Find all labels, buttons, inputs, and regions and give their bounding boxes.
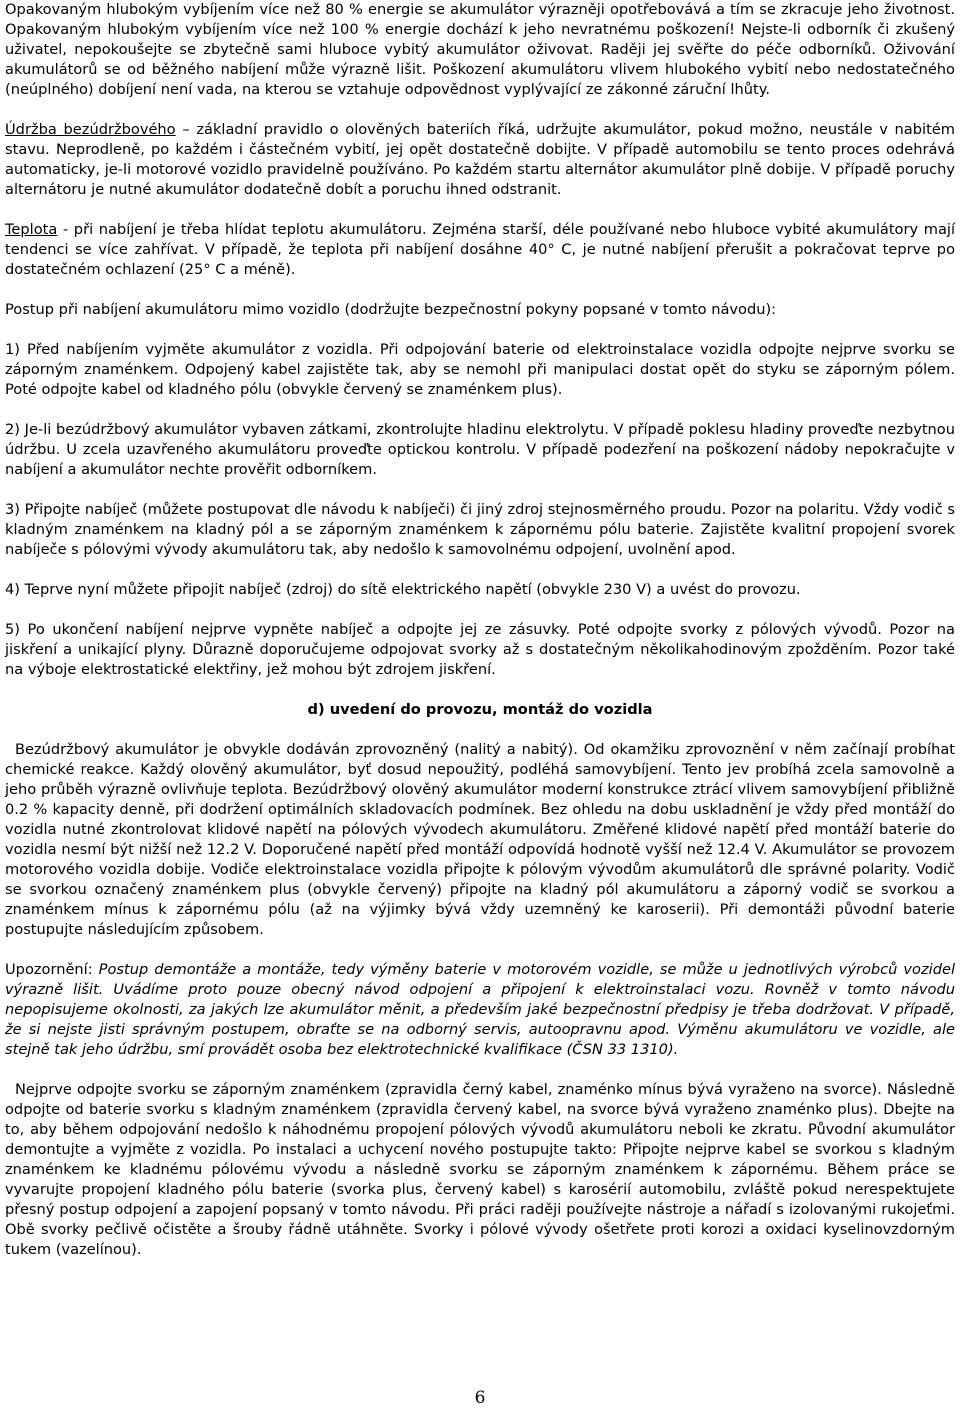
warning-text: Postup demontáže a montáže, tedy výměny baterie v motorovém vozidle, se může u jednotlivých výrobců vozidel výrazně lišit. Uvádíme proto pouze obecný návod odpojení a připojení k elektroinstalaci vozu. Rovněž v tomto návodu nepopisujeme okolnosti, za jakých lze akumulátor měnit, a především jaké bezpečnostní předpisy je třeba dodržovat. V případě, že si nejste jisti správným postupem, obraťte se na odborný servis, autoopravnu apod. Výměnu akumulátoru ve vozidle, ale stejně tak jeho údržbu, smí provádět osoba bez elektrotechnické kvalifikace (ČSN 33 1310). [5, 961, 956, 1058]
step-5: 5) Po ukončení nabíjení nejprve vypněte nabíječ a odpojte jej ze zásuvky. Poté odpojte svorky z pólových vývodů. Pozor na jiskření a unikající plyny. Důrazně doporučujeme odpojovat svorky až s dostatečným několikahodinovým zpožděním. Pozor také na výboje elektrostatické elektřiny, jež mohou být zdrojem jiskření. [5, 621, 955, 678]
paragraph-deep-discharge: Opakovaným hlubokým vybíjením více než 80 % energie se akumulátor výrazněji opotřebovává a tím se zkracuje jeho životnost. Opakovaným hlubokým vybíjením více než 100 % energie dochází k jeho nevratnému poškození! Nejste-li odborník či zkušený uživatel, nepokoušejte se zbytečně sami hluboce vybitý akumulátor oživovat. Raději jej svěřte do péče odborníků. Oživování akumulátorů se od běžného nabíjení může výrazně lišit. Poškození akumulátoru vlivem hlubokého vybití nebo nedostatečného (neúplného) dobíjení není vada, na kterou se vztahuje odpovědnost vyplývající ze zákonné záruční lhůty. [5, 1, 955, 98]
term-temperature: Teplota [5, 221, 58, 238]
paragraph-maintenance-text: – základní pravidlo o olověných bateriích říká, udržujte akumulátor, pokud možno, neustále v nabitém stavu. Neprodleně, po každém i částečném vybití, jej opět dostatečně dobijte. V případě automobilu se tento proces odehrává automaticky, je-li motorové vozidlo pravidelně používáno. Po každém startu alternátor akumulátor plně dobije. V případě poruchy alternátoru je nutné akumulátor dodatečně dobít a poruchu ihned odstranit. [5, 121, 955, 198]
paragraph-charging-intro: Postup při nabíjení akumulátoru mimo vozidlo (dodržujte bezpečnostní pokyny popsané v tomto návodu): [5, 301, 777, 318]
step-4: 4) Teprve nyní můžete připojit nabíječ (zdroj) do sítě elektrického napětí (obvykle 230 V) a uvést do provozu. [5, 581, 801, 598]
section-heading-d: d) uvedení do provozu, montáž do vozidla [307, 701, 653, 718]
warning-label: Upozornění: [5, 961, 99, 978]
term-maintenance: Údržba bezúdržbového [5, 121, 176, 138]
step-3: 3) Připojte nabíječ (můžete postupovat dle návodu k nabíječi) či jiný zdroj stejnosměrného proudu. Pozor na polaritu. Vždy vodič s kladným znaménkem na kladný pól a se záporným znaménkem k zápornému pólu baterie. Zajistěte kvalitní propojení svorek nabíječe s pólovými vývody akumulátoru tak, aby nedošlo k samovolnému odpojení, uvolnění apod. [5, 501, 955, 558]
paragraph-maintenance [5, 120, 955, 200]
step-2: 2) Je-li bezúdržbový akumulátor vybaven zátkami, zkontrolujte hladinu elektrolytu. V případě poklesu hladiny proveďte nezbytnou údržbu. U zcela uzavřeného akumulátoru proveďte optickou kontrolu. V případě podezření na poškození nádoby nepokračujte v nabíjení a akumulátor nechte prověřit odborníkem. [5, 421, 955, 478]
page-number: 6 [474, 1388, 486, 1408]
step-1: 1) Před nabíjením vyjměte akumulátor z vozidla. Při odpojování baterie od elektroinstalace vozidla odpojte nejprve svorku se záporným znaménkem. Odpojený kabel zajistěte tak, aby se nemohl při manipulaci dostat opět do styku se záporným pólem. Poté odpojte kabel od kladného pólu (obvykle červený se znaménkem plus). [5, 341, 955, 398]
page-content [5, 0, 955, 1260]
paragraph-warning [5, 960, 955, 1060]
paragraph-installation: Bezúdržbový akumulátor je obvykle dodáván zprovozněný (nalitý a nabitý). Od okamžiku zprovoznění v něm začínají probíhat chemické reakce. Každý olověný akumulátor, byť dosud nepoužitý, podléhá samovybíjení. Tento jev probíhá zcela samovolně a jeho průběh výrazně ovlivňuje teplota. Bezúdržbový olověný akumulátor moderní konstrukce ztrácí vlivem samovybíjení přibližně 0.2 % kapacity denně, při dodržení optimálních skladovacích podmínek. Bez ohledu na dobu uskladnění je vždy před montáží do vozidla nutné zkontrolovat klidové napětí na pólových vývodech akumulátoru. Změřené klidové napětí před montáží baterie do vozidla nesmí být nižší než 12.2 V. Doporučené napětí před montáží odpovídá hodnotě vyšší než 12.4 V. Akumulátor se provozem motorového vozidla dobije. Vodiče elektroinstalace vozidla připojte k pólovým vývodům akumulátorů dle správné polarity. Vodič se svorkou označený znaménkem plus (obvykle červený) připojte na kladný pól akumulátoru a záporný vodič se svorkou a znaménkem mínus k zápornému pólu (až na výjimky bývá vždy uzemněný ke karoserii). Při demontáži původní baterie postupujte následujícím způsobem. [5, 741, 955, 938]
paragraph-disconnect-procedure: Nejprve odpojte svorku se záporným znaménkem (zpravidla černý kabel, znaménko mínus bývá vyraženo na svorce). Následně odpojte od baterie svorku s kladným znaménkem (zpravidla červený kabel, na svorce bývá vyraženo znaménko plus). Dbejte na to, aby během odpojování nedošlo k náhodnému propojení pólových vývodů akumulátoru neboli ke zkratu. Původní akumulátor demontujte a vyjměte z vozidla. Po instalaci a uchycení nového postupujte takto: Připojte nejprve kabel se svorkou s kladným znaménkem ke kladnému pólovému vývodu a následně svorku se záporným znaménkem k zápornému. Během práce se vyvarujte propojení kladného pólu baterie (svorka plus, červený kabel) s karosérií automobilu, zvláště pokud nerespektujete přesný postup odpojení a zapojení popsaný v tomto návodu. Při práci raději používejte nástroje a nářadí s izolovanými rukojeťmi. Obě svorky pečlivě očistěte a šrouby řádně utáhněte. Svorky i pólové vývody ošetřete proti korozi a oxidaci kyselinovzdorným tukem (vazelínou). [5, 1081, 955, 1258]
paragraph-temperature [5, 220, 955, 280]
paragraph-temperature-text: - při nabíjení je třeba hlídat teplotu akumulátoru. Zejména starší, déle používané nebo hluboce vybité akumulátory mají tendenci se více zahřívat. V případě, že teplota při nabíjení dosáhne 40° C, je nutné nabíjení přerušit a pokračovat teprve po dostatečném ochlazení (25° C a méně). [5, 221, 955, 278]
